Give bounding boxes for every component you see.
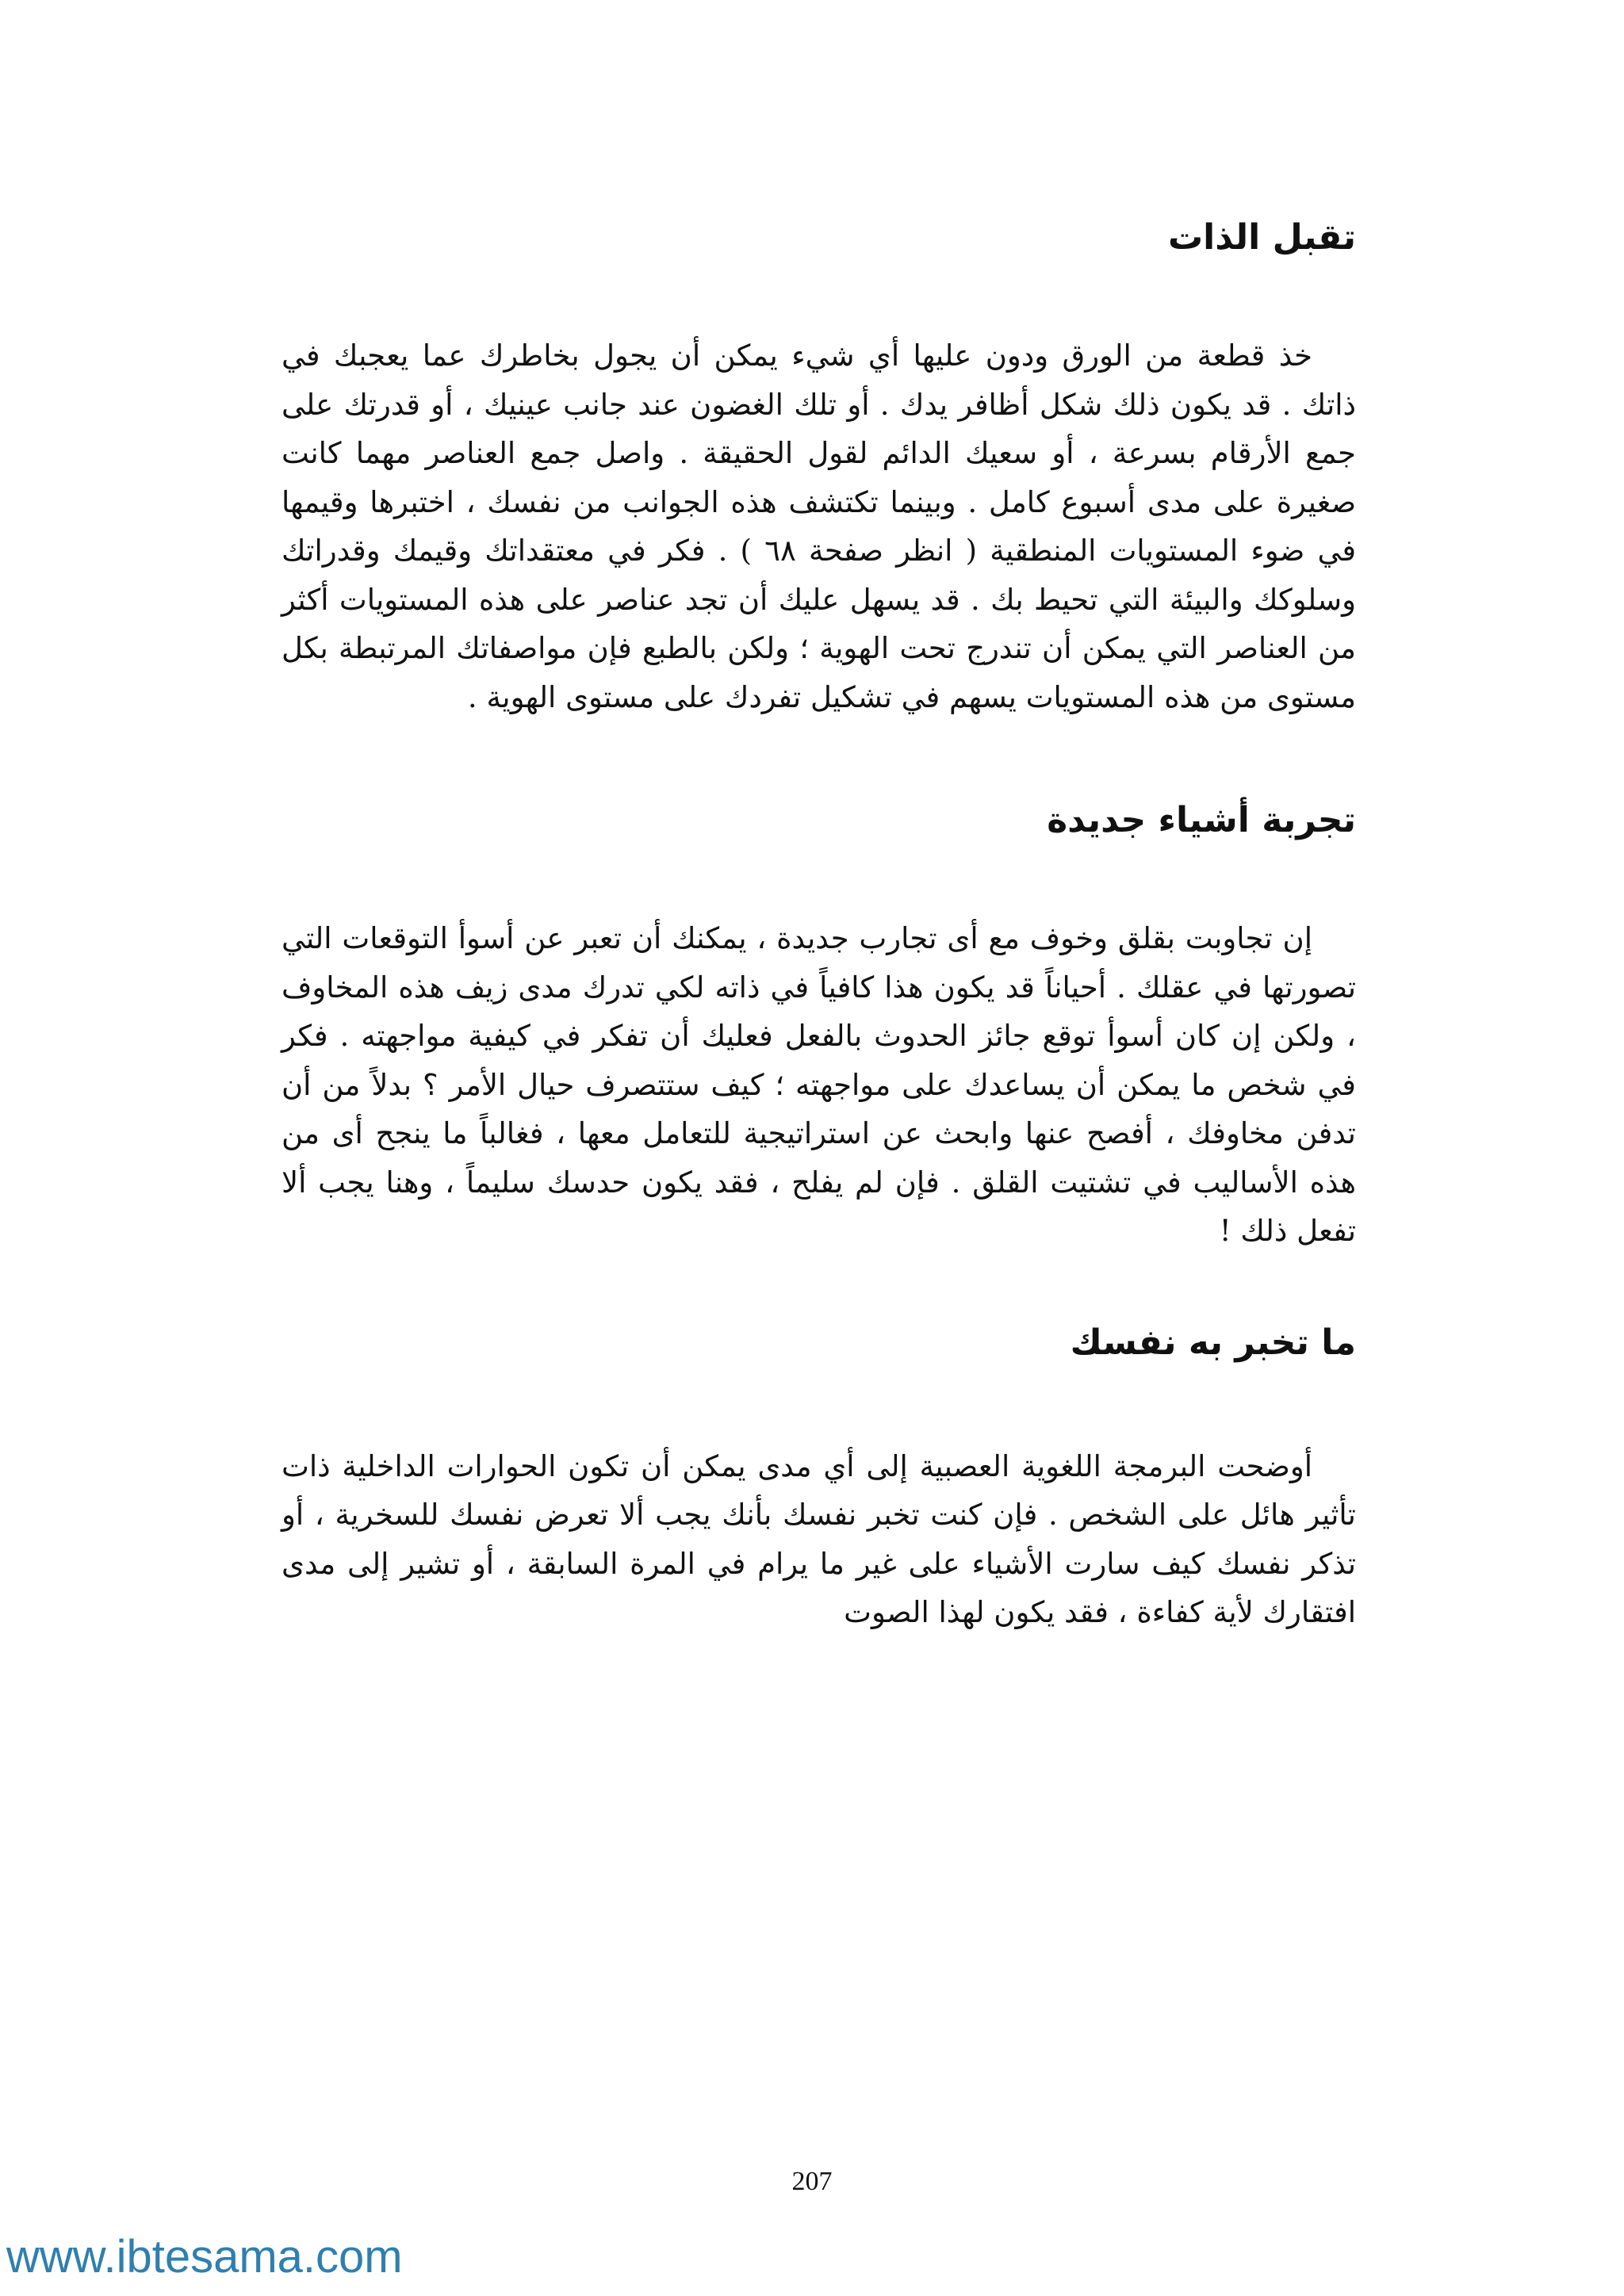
section-paragraph: أوضحت البرمجة اللغوية العصبية إلى أي مدى يمكن أن تكون الحوارات الداخلية ذات تأثير هائل على الشخص . فإن كنت تخبر نفسك بأنك يجب ألا تعرض نفسك للسخرية ، أو تذكر نفسك كيف سارت الأشياء على غير ما يرام في المرة السابقة ، أو تشير إلى مدى افتقارك لأية كفاءة ، فقد يكون لهذا الصوت [282, 1448, 1356, 1629]
section-self-acceptance [282, 214, 1356, 721]
section-trying-new-things [282, 797, 1356, 1256]
page-number: 207 [791, 2167, 833, 2196]
website-watermark: www.ibtesama.com [6, 2231, 403, 2283]
section-paragraph: إن تجاوبت بقلق وخوف مع أى تجارب جديدة ، يمكنك أن تعبر عن أسوأ التوقعات التي تصورتها في عقلك . أحياناً قد يكون هذا كافياً في ذاته لكي تدرك مدى زيف هذه المخاوف ، ولكن إن كان أسوأ توقع جائز الحدوث بالفعل فعليك أن تفكر في كيفية مواجهته . فكر في شخص ما يمكن أن يساعدك على مواجهته ؛ كيف ستتصرف حيال الأمر ؟ بدلاً من أن تدفن مخاوفك ، أفصح عنها وابحث عن استراتيجية للتعامل معها ، فغالباً ما ينجح أى من هذه الأساليب في تشتيت القلق . فإن لم يفلح ، فقد يكون حدسك سليماً ، وهنا يجب ألا تفعل ذلك ! [282, 921, 1356, 1248]
page-body [282, 214, 1356, 1637]
section-paragraph: خذ قطعة من الورق ودون عليها أي شيء يمكن أن يجول بخاطرك عما يعجبك في ذاتك . قد يكون ذلك شكل أظافر يدك . أو تلك الغضون عند جانب عينيك ، أو قدرتك على جمع الأرقام بسرعة ، أو سعيك الدائم لقول الحقيقة . واصل جمع العناصر مهما كانت صغيرة على مدى أسبوع كامل . وبينما تكتشف هذه الجوانب من نفسك ، اختبرها وقيمها في ضوء المستويات المنطقية ( انظر صفحة ٦٨ ) . فكر في معتقداتك وقيمك وقدراتك وسلوكك والبيئة التي تحيط بك . قد يسهل عليك أن تجد عناصر على هذه المستويات أكثر من العناصر التي يمكن أن تندرج تحت الهوية ؛ ولكن بالطبع فإن مواصفاتك المرتبطة بكل مستوى من هذه المستويات يسهم في تشكيل تفردك على مستوى الهوية . [282, 339, 1357, 714]
section-heading: تقبل الذات [1167, 217, 1356, 258]
section-heading: ما تخبر به نفسك [1070, 1322, 1356, 1363]
section-self-talk [282, 1319, 1356, 1637]
section-heading: تجربة أشياء جديدة [1047, 800, 1356, 840]
